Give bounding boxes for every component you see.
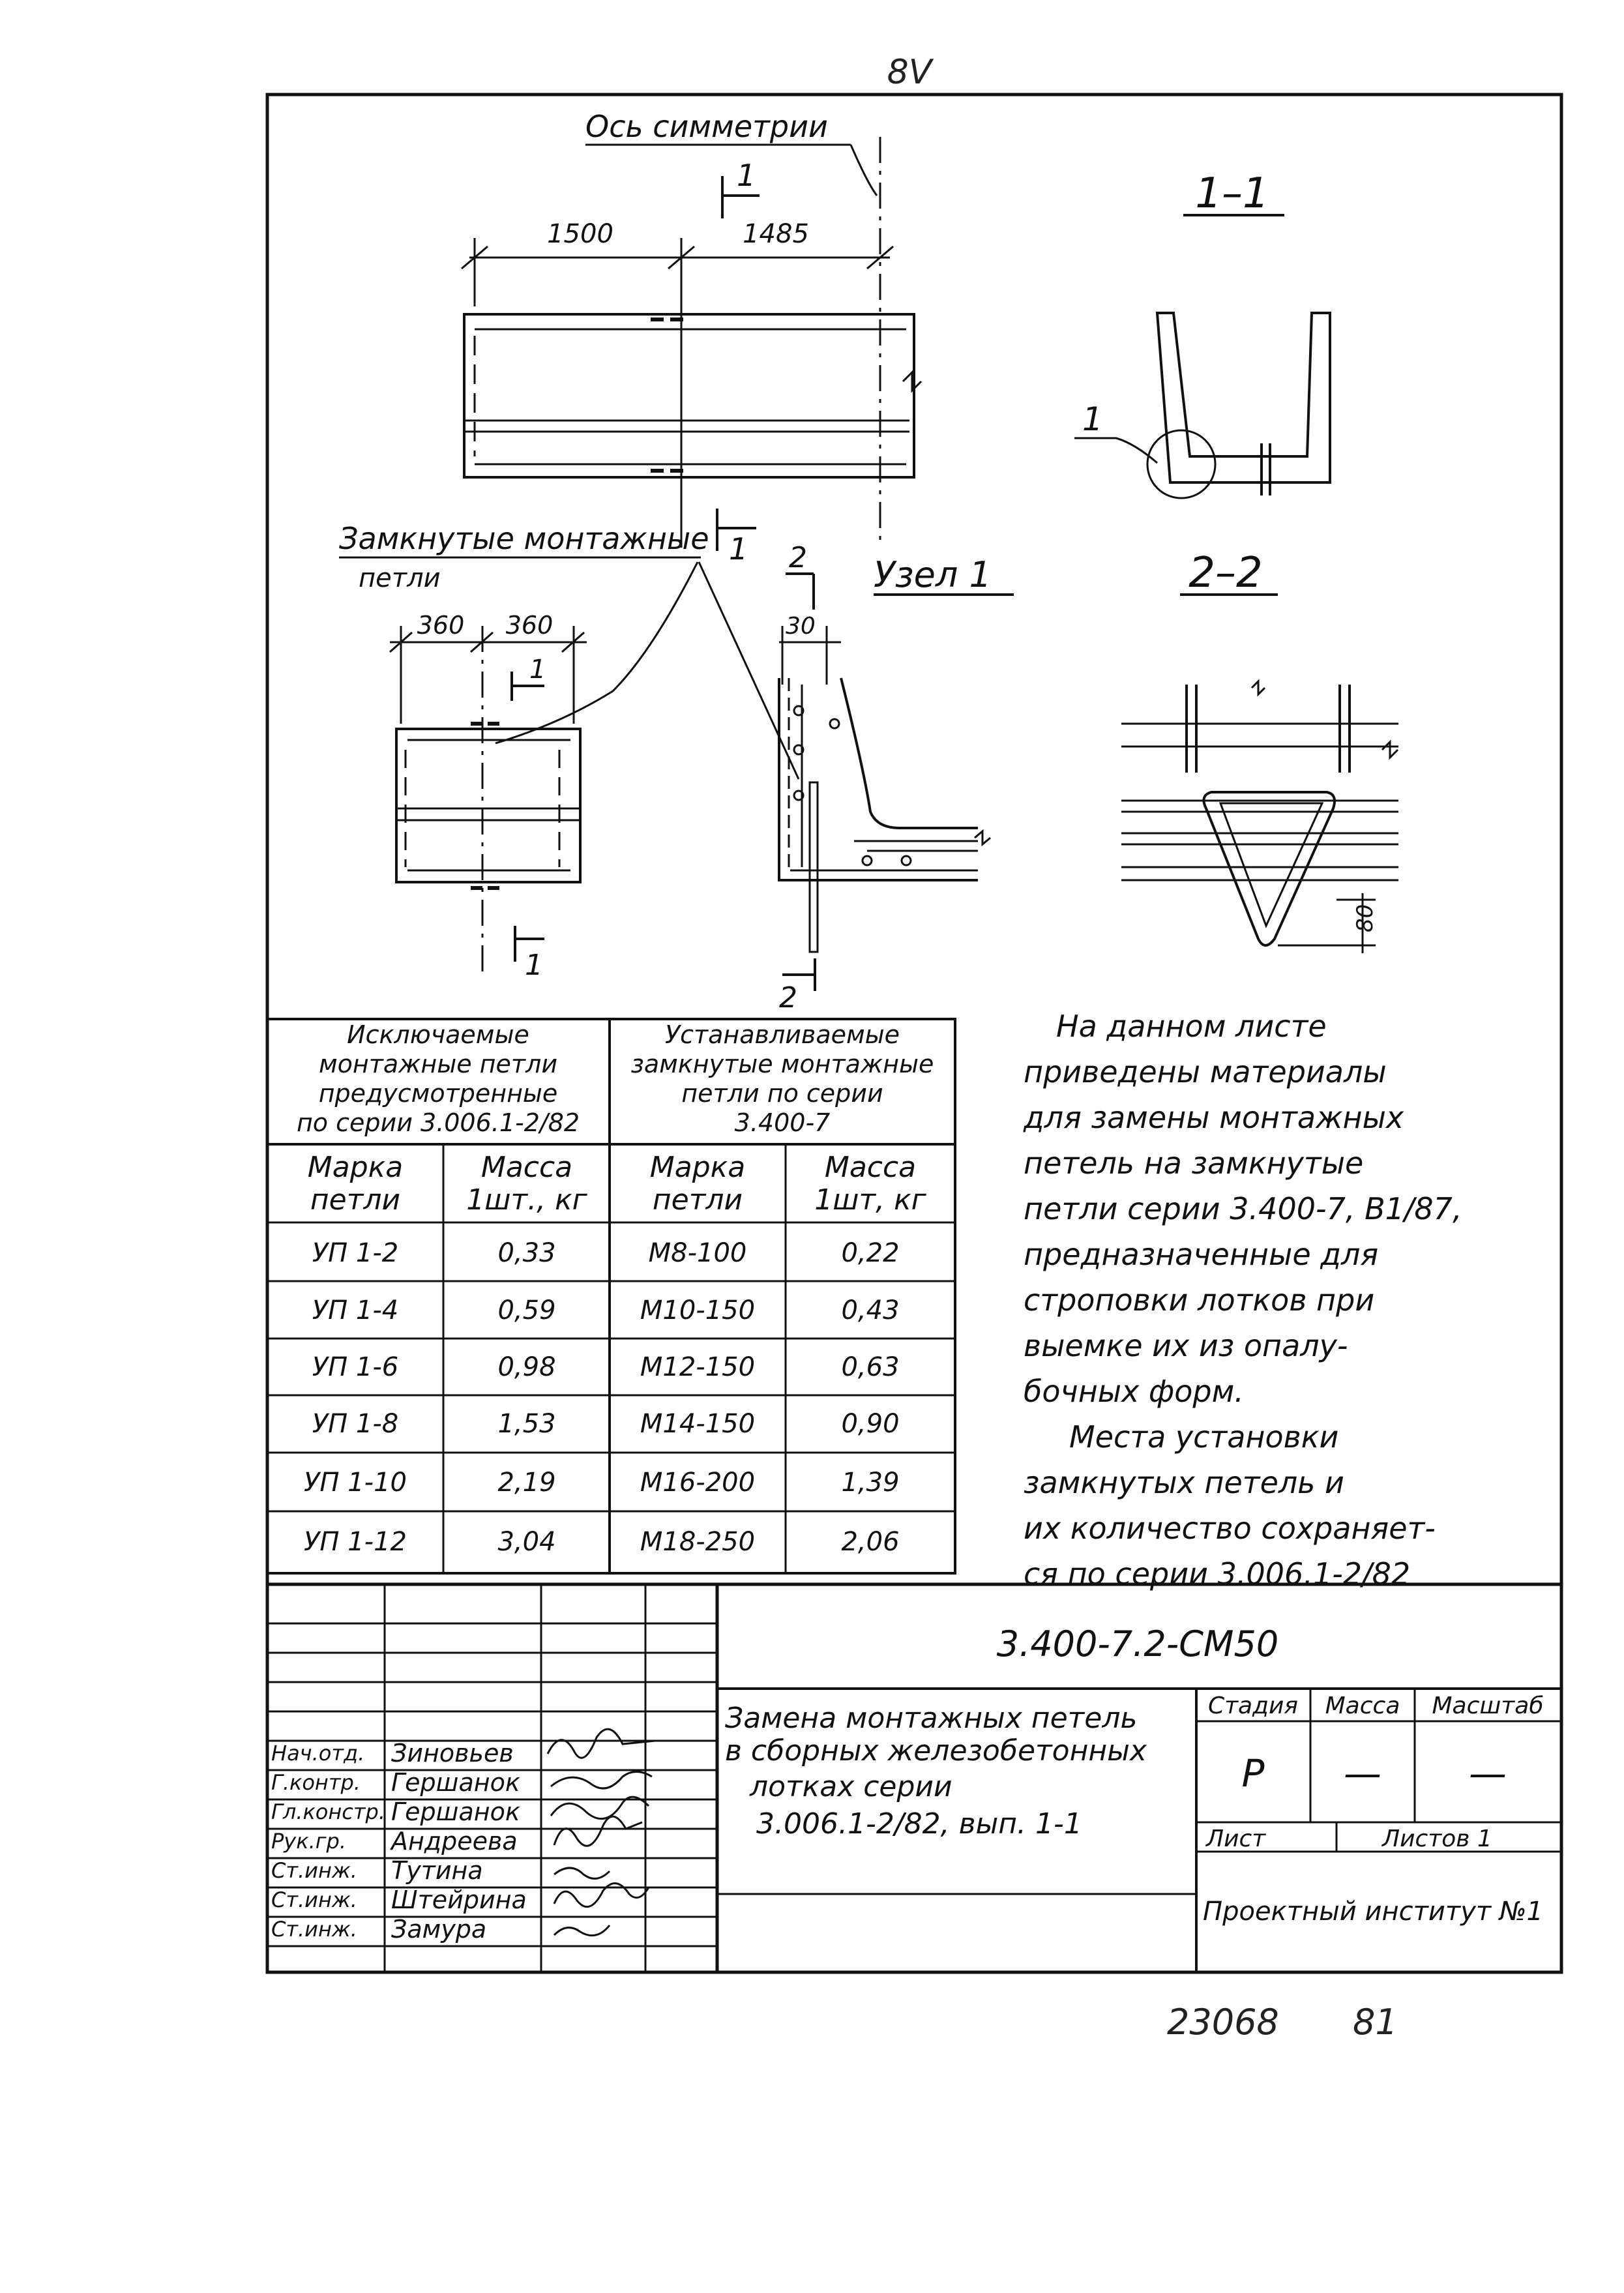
mass-value: — — [1344, 1751, 1381, 1796]
small-plan-view — [390, 611, 587, 982]
signer-name-1: Зиновьев — [391, 1739, 514, 1768]
col-header-mass-excluded-2: 1шт., кг — [466, 1183, 587, 1217]
cell-r5-c1: УП 1-10 — [304, 1468, 407, 1498]
signer-role-5: Ст.инж. — [271, 1858, 357, 1883]
section-1-marker-top: 1 — [737, 158, 756, 193]
stage-value: Р — [1241, 1751, 1265, 1796]
cell-r1-c1: УП 1-2 — [312, 1238, 399, 1268]
signer-name-3: Гершанок — [391, 1797, 520, 1826]
note-line-9: бочных форм. — [1024, 1374, 1244, 1409]
section-1-small-top: 1 — [529, 655, 546, 685]
col-header-mark-installed: Марка — [649, 1151, 746, 1184]
dim-30: 30 — [786, 613, 816, 640]
dim-360-right: 360 — [505, 611, 554, 640]
col-header-mass-excluded: Масса — [480, 1151, 573, 1184]
signer-role-6: Ст.инж. — [271, 1887, 357, 1912]
signer-name-5: Тутина — [391, 1856, 483, 1885]
section-2-marker-bottom: 2 — [779, 981, 797, 1014]
scale-value: — — [1469, 1751, 1507, 1796]
cell-r5-c4: 1,39 — [841, 1468, 900, 1498]
sheets-label: Листов 1 — [1382, 1826, 1492, 1852]
signers — [271, 1739, 527, 1944]
top-mark: 8V — [887, 53, 932, 92]
closed-loops-label-line2: петли — [359, 563, 441, 593]
cell-r1-c4: 0,22 — [841, 1238, 900, 1268]
dim-1485: 1485 — [743, 219, 809, 249]
note-line-3: для замены монтажных — [1024, 1100, 1404, 1135]
installed-header-3: петли по серии — [681, 1079, 883, 1108]
stage-label: Стадия — [1207, 1693, 1299, 1719]
note-line-1: На данном листе — [1056, 1009, 1327, 1044]
footer-page: 81 — [1353, 2002, 1398, 2043]
note-line-2: приведены материалы — [1024, 1054, 1387, 1089]
installed-header-1: Устанавливаемые — [664, 1020, 900, 1049]
note-line-5: петли серии 3.400-7, В1/87, — [1024, 1191, 1462, 1226]
note-line-10: Места установки — [1069, 1419, 1339, 1455]
excluded-header-4: по серии 3.006.1-2/82 — [296, 1108, 580, 1137]
cell-r1-c3: М8-100 — [648, 1238, 747, 1268]
excluded-header-3: предусмотренные — [318, 1079, 558, 1108]
leader-to-small-plan — [495, 562, 698, 743]
title-block — [267, 1584, 1561, 1972]
col-header-mass-installed-2: 1шт, кг — [814, 1183, 926, 1217]
dim-360-left: 360 — [417, 611, 465, 640]
signer-role-4: Рук.гр. — [271, 1829, 347, 1854]
signer-name-4: Андреева — [391, 1827, 518, 1856]
signer-name-7: Замура — [391, 1915, 487, 1944]
leader-1-label: 1 — [1082, 400, 1103, 438]
note-line-8: выемке их из опалу- — [1024, 1328, 1348, 1363]
cell-r6-c2: 3,04 — [497, 1527, 556, 1557]
closed-loops-label-line1: Замкнутые монтажные — [339, 521, 709, 556]
cell-r6-c3: М18-250 — [640, 1527, 756, 1557]
col-header-mark-excluded: Марка — [307, 1151, 404, 1184]
node-1-circle — [1147, 430, 1215, 498]
tray-plan-outline — [464, 314, 914, 477]
loops-table — [267, 1019, 955, 1573]
signer-role-7: Ст.инж. — [271, 1917, 357, 1942]
cell-r4-c3: М14-150 — [640, 1409, 756, 1439]
document-code: 3.400-7.2-СМ50 — [996, 1623, 1279, 1664]
plan-view — [339, 109, 921, 779]
excluded-header-2: монтажные петли — [318, 1050, 558, 1078]
cell-r3-c4: 0,63 — [841, 1352, 900, 1382]
cell-r2-c2: 0,59 — [497, 1295, 556, 1325]
section-1-small-bottom: 1 — [525, 949, 543, 982]
signer-name-6: Штейрина — [391, 1886, 527, 1914]
installed-header-4: 3.400-7 — [734, 1108, 831, 1137]
leader-to-node — [699, 562, 799, 779]
tray-cross-section — [1157, 313, 1330, 482]
doc-title-line-2: в сборных железобетонных — [725, 1734, 1147, 1768]
note-line-7: строповки лотков при — [1024, 1282, 1375, 1318]
table-body — [304, 1238, 900, 1557]
col-header-mark-excluded-2: петли — [310, 1183, 401, 1217]
col-header-mass-installed: Масса — [824, 1151, 917, 1184]
cell-r1-c2: 0,33 — [497, 1238, 556, 1268]
cell-r3-c2: 0,98 — [497, 1352, 556, 1382]
cell-r2-c4: 0,43 — [841, 1295, 900, 1325]
col-header-mark-installed-2: петли — [652, 1183, 743, 1217]
note-line-11: замкнутых петель и — [1024, 1465, 1344, 1500]
footer-number: 23068 — [1167, 2002, 1279, 2043]
signature-scribbles — [548, 1729, 655, 1935]
cell-r4-c4: 0,90 — [841, 1409, 900, 1439]
note-line-6: предназначенные для — [1024, 1237, 1379, 1272]
excluded-header-1: Исключаемые — [347, 1020, 529, 1049]
section-2-2-title: 2–2 — [1188, 549, 1263, 597]
signer-role-3: Гл.констр. — [271, 1799, 385, 1824]
scale-label: Масштаб — [1432, 1693, 1544, 1719]
axis-of-symmetry-label: Ось симметрии — [585, 109, 828, 144]
cell-r5-c2: 2,19 — [497, 1468, 556, 1498]
mass-label: Масса — [1325, 1693, 1400, 1719]
cell-r2-c3: М10-150 — [640, 1295, 756, 1325]
note-line-12: их количество сохраняет- — [1024, 1511, 1436, 1546]
doc-title-line-3: лотках серии — [750, 1770, 952, 1803]
note-line-4: петель на замкнутые — [1024, 1146, 1364, 1181]
signer-name-2: Гершанок — [391, 1768, 520, 1797]
cell-r4-c1: УП 1-8 — [312, 1409, 399, 1439]
section-1-1-title: 1–1 — [1195, 170, 1269, 218]
section-1-1 — [1074, 170, 1330, 498]
section-2-marker-top: 2 — [789, 541, 807, 574]
cell-r4-c2: 1,53 — [497, 1409, 556, 1439]
closed-loop-bar — [810, 782, 818, 952]
institute-name: Проектный институт №1 — [1203, 1897, 1543, 1927]
note-line-13: ся по серии 3.006.1-2/82 — [1024, 1556, 1411, 1591]
installed-header-2: замкнутые монтажные — [630, 1050, 934, 1078]
doc-title-line-4: 3.006.1-2/82, вып. 1-1 — [756, 1807, 1082, 1841]
cell-r2-c1: УП 1-4 — [312, 1295, 399, 1325]
section-2-2 — [1121, 549, 1398, 953]
cell-r3-c3: М12-150 — [640, 1352, 756, 1382]
sheet-label: Лист — [1206, 1826, 1266, 1852]
cell-r3-c1: УП 1-6 — [312, 1352, 399, 1382]
doc-title-line-1: Замена монтажных петель — [725, 1702, 1138, 1735]
cell-r6-c1: УП 1-12 — [304, 1527, 407, 1557]
signer-role-1: Нач.отд. — [271, 1741, 365, 1766]
dim-1500: 1500 — [547, 219, 613, 249]
dim-80: 80 — [1352, 904, 1378, 932]
note-text — [1023, 1009, 1462, 1591]
cell-r5-c3: М16-200 — [640, 1468, 756, 1498]
cell-r6-c4: 2,06 — [841, 1527, 900, 1557]
signer-role-2: Г.контр. — [271, 1770, 361, 1795]
small-tray-outline — [396, 729, 580, 882]
section-1-marker-bottom: 1 — [729, 531, 748, 567]
node-1-detail — [779, 541, 1014, 1014]
closed-loop-triangle-outer — [1203, 792, 1335, 945]
node-1-title: Узел 1 — [874, 554, 992, 595]
